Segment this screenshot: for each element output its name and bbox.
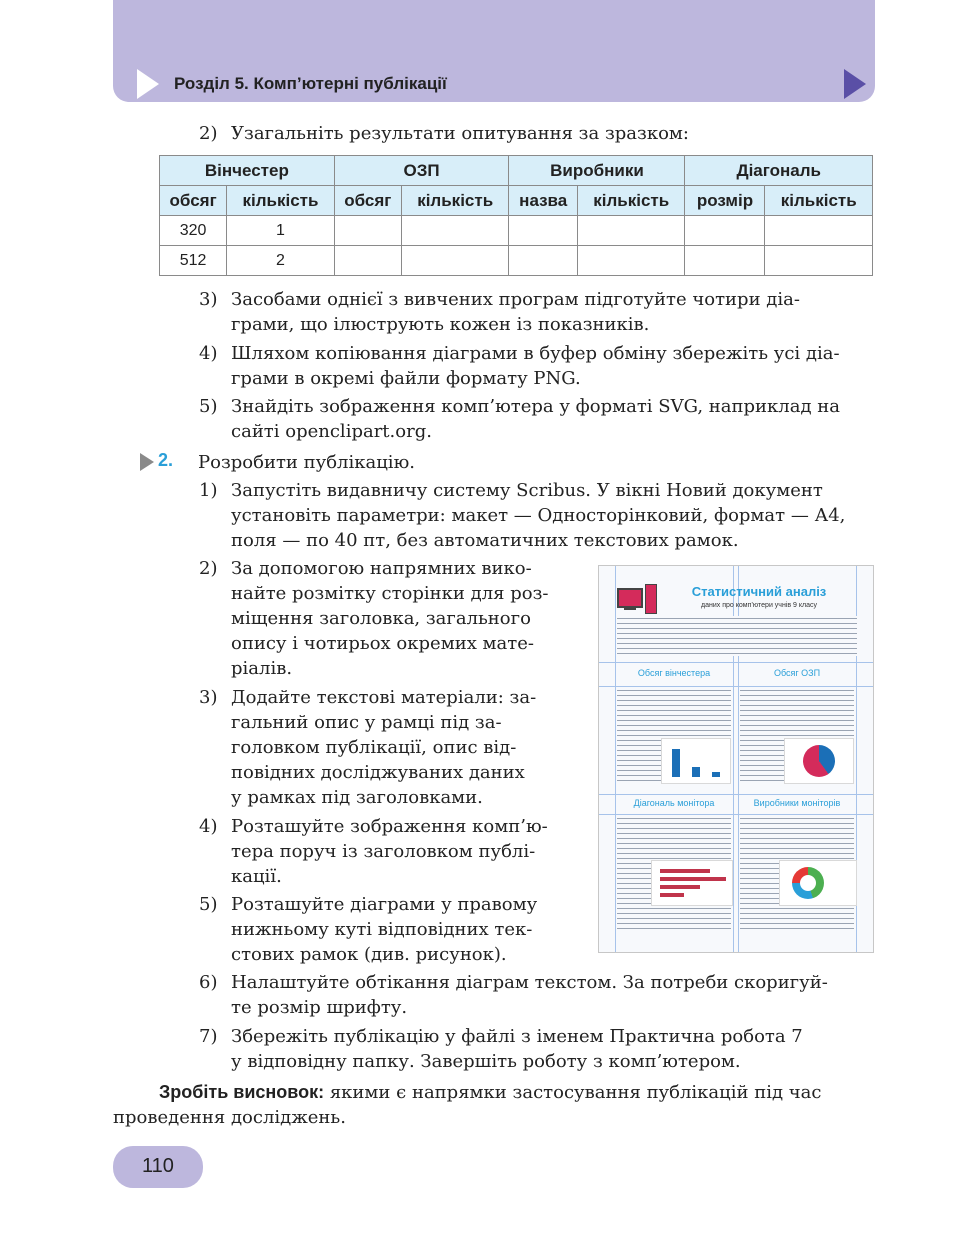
preview-donut-chart: [779, 860, 857, 906]
computer-monitor-icon: [617, 588, 643, 608]
guide-line: [615, 566, 616, 952]
pie: [803, 745, 835, 777]
step-number: 1): [199, 480, 218, 501]
table-cell: [509, 246, 578, 276]
step-text: у рамках під заголовками.: [231, 787, 483, 808]
header-left-arrow-icon: [137, 69, 159, 99]
table-column-header: кількість: [765, 186, 873, 216]
table-row: [160, 246, 873, 276]
step-text: повідних досліджуваних даних: [231, 762, 525, 783]
table-column-header: розмір: [685, 186, 765, 216]
step-text: грами, що ілюструють кожен із показників.: [231, 314, 650, 335]
table-cell: [401, 246, 509, 276]
step-number: 4): [199, 343, 218, 364]
step-text: ріалів.: [231, 658, 293, 679]
table-cell: 2: [227, 246, 335, 276]
preview-heading: Обсяг вінчестера: [637, 668, 711, 678]
guide-line: [599, 814, 873, 815]
table-group-header: Вінчестер: [160, 156, 335, 186]
step-text: Знайдіть зображення комп’ютера у форматі SVG, наприклад на: [231, 396, 840, 417]
step-text: Додайте текстові матеріали: за-: [231, 687, 537, 708]
table-cell: 1: [227, 216, 335, 246]
computer-stand-icon: [624, 607, 636, 610]
table-cell: [577, 216, 685, 246]
step-number: 3): [199, 289, 218, 310]
step-number: 2): [199, 558, 218, 579]
step-number: 4): [199, 816, 218, 837]
preview-title: Статистичний аналіз: [691, 584, 827, 599]
computer-tower-icon: [645, 584, 657, 614]
section-title: Розділ 5. Комп’ютерні публікації: [174, 74, 447, 93]
table-column-header: кількість: [577, 186, 685, 216]
donut-hole: [800, 875, 816, 891]
step-text: грами в окремі файли формату PNG.: [231, 368, 581, 389]
table-column-header: кількість: [401, 186, 509, 216]
conclusion-text: якими є напрямки застосування публікацій під час: [324, 1082, 822, 1103]
table-column-header: обсяг: [160, 186, 227, 216]
step-text: міщення заголовка, загального: [231, 608, 531, 629]
table-cell: [685, 246, 765, 276]
table-row: [160, 216, 873, 246]
step-text: Шляхом копіювання діаграми в буфер обміну збережіть усі діа-: [231, 343, 840, 364]
conclusion-line: [159, 1080, 821, 1105]
task-marker-arrow-icon: [140, 453, 154, 471]
conclusion-label: Зробіть висновок:: [159, 1082, 325, 1102]
bar: [672, 749, 680, 777]
conclusion-text: проведення досліджень.: [113, 1107, 346, 1128]
table-column-header: назва: [509, 186, 578, 216]
step-text: Запустіть видавничу систему Scribus. У вікні Новий документ: [231, 480, 823, 501]
preview-heading: Виробники моніторів: [753, 798, 841, 808]
bar: [660, 885, 700, 889]
table-column-header: кількість: [227, 186, 335, 216]
table-cell: [334, 246, 401, 276]
table-cell: [685, 216, 765, 246]
bar: [692, 767, 700, 777]
table-cell: 512: [160, 246, 227, 276]
preview-pie-chart: [784, 738, 854, 784]
table-cell: [401, 216, 509, 246]
task-number: 2.: [158, 450, 174, 470]
step-text: стових рамок (див. рисунок).: [231, 944, 507, 965]
step-text: нижньому куті відповідних тек-: [231, 919, 533, 940]
preview-heading: Обсяг ОЗП: [773, 668, 821, 678]
step-text: поля — по 40 пт, без автоматичних текстових рамок.: [231, 530, 739, 551]
step-text: кації.: [231, 866, 282, 887]
bar: [660, 893, 684, 897]
step-text: тера поруч із заголовком публі-: [231, 841, 536, 862]
table-group-header: Виробники: [509, 156, 685, 186]
header-right-arrow-icon: [844, 69, 866, 99]
preview-subtitle: даних про комп’ютери учнів 9 класу: [701, 602, 817, 609]
table-group-header-row: [160, 156, 873, 186]
table-cell: 320: [160, 216, 227, 246]
step-number: 5): [199, 396, 218, 417]
table-column-header-row: [160, 186, 873, 216]
step-text: Збережіть публікацію у файлі з іменем Практична робота 7: [231, 1026, 803, 1047]
step-text: За допомогою напрямних вико-: [231, 558, 532, 579]
guide-line: [599, 686, 873, 687]
bar: [712, 772, 720, 777]
task-title: Розробити публікацію.: [198, 452, 415, 473]
step-text: опису і чотирьох окремих мате-: [231, 633, 534, 654]
page-number: 110: [142, 1155, 174, 1177]
bar: [660, 869, 710, 873]
preview-intro-text: [617, 616, 857, 656]
step-text: найте розмітку сторінки для роз-: [231, 583, 549, 604]
step-text: Налаштуйте обтікання діаграм текстом. За потреби скоригуй-: [231, 972, 828, 993]
step-text: Узагальніть результати опитування за зразком:: [231, 123, 689, 144]
step-number: 5): [199, 894, 218, 915]
step-text: гальний опис у рамці під за-: [231, 712, 502, 733]
table-cell: [765, 216, 873, 246]
step-text: Засобами однієї з вивчених програм підготуйте чотири діа-: [231, 289, 800, 310]
table-cell: [509, 216, 578, 246]
step-text: Розташуйте зображення комп’ю-: [231, 816, 548, 837]
step-number: 2): [199, 123, 218, 144]
step-number: 6): [199, 972, 218, 993]
step-number: 3): [199, 687, 218, 708]
table-cell: [577, 246, 685, 276]
bar: [660, 877, 726, 881]
step-text: установіть параметри: макет — Односторінковий, формат — А4,: [231, 505, 846, 526]
preview-heading: Діагональ монітора: [633, 798, 715, 808]
step-text: у відповідну папку. Завершіть роботу з комп’ютером.: [231, 1051, 741, 1072]
table-cell: [334, 216, 401, 246]
table-group-header: Діагональ: [685, 156, 873, 186]
table-group-header: ОЗП: [334, 156, 509, 186]
table-cell: [765, 246, 873, 276]
step-text: сайті openclipart.org.: [231, 421, 432, 442]
preview-bar-chart: [661, 738, 731, 784]
guide-line: [599, 794, 873, 795]
table-column-header: обсяг: [334, 186, 401, 216]
survey-table: [159, 155, 873, 276]
step-text: головком публікації, опис від-: [231, 737, 517, 758]
step-text: те розмір шрифту.: [231, 997, 408, 1018]
guide-line: [599, 662, 873, 663]
step-text: Розташуйте діаграми у правому: [231, 894, 538, 915]
preview-hbar-chart: [651, 860, 733, 906]
step-number: 7): [199, 1026, 218, 1047]
publication-preview-image: [598, 565, 874, 953]
